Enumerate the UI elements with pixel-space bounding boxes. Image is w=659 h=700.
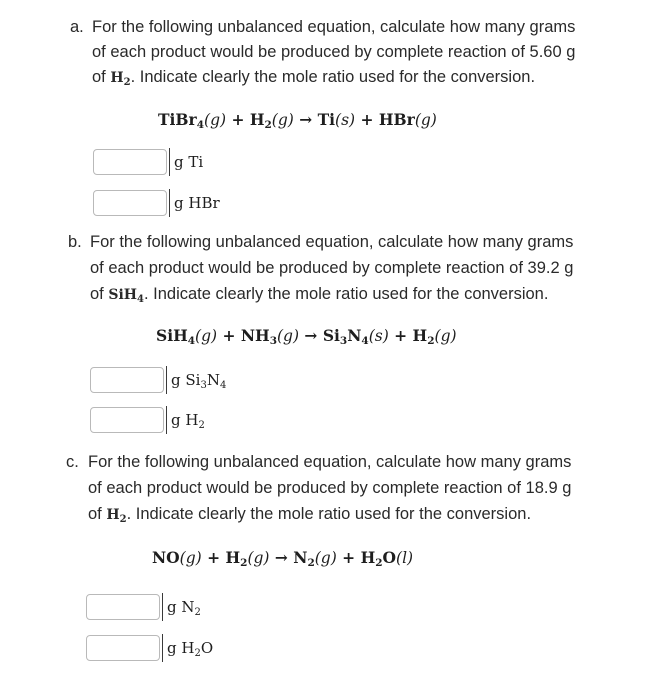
- unit-label-h2-b: g $H_2$: [166, 406, 205, 434]
- part-c-letter: c.: [66, 453, 79, 471]
- part-a-line-3: of $H_2$. Indicate clearly the mole ratio used for the conversion.: [92, 68, 536, 88]
- unit-label-si3n4: g $Si_3N_4$: [166, 366, 226, 394]
- part-a-question: [70, 15, 650, 95]
- part-c-question: [66, 450, 646, 530]
- answer-input-n2[interactable]: [86, 594, 160, 620]
- part-c-line-2: of each product would be produced by complete reaction of 18.9 g: [88, 479, 572, 497]
- part-a-letter: a.: [70, 18, 84, 36]
- part-a-line-2: of each product would be produced by complete reaction of 5.60 g: [92, 43, 576, 61]
- unit-label-hbr: g HBr: [169, 189, 220, 217]
- answer-input-ti[interactable]: [93, 149, 167, 175]
- part-b-line-3: of SiH$_4$. Indicate clearly the mole ratio used for the conversion.: [90, 285, 549, 305]
- answer-input-si3n4[interactable]: [90, 367, 164, 393]
- part-c-line-1: For the following unbalanced equation, calculate how many grams: [88, 453, 572, 471]
- part-b-reactant: SiH$_4$: [108, 287, 144, 305]
- part-b-equation: $SiH_4(g) + NH_3(g) \to Si_3N_4(s) + H_2(g)$: [156, 326, 457, 347]
- unit-label-n2: g $N_2$: [162, 593, 201, 621]
- part-c-line-3: of $H_2$. Indicate clearly the mole ratio used for the conversion.: [88, 505, 532, 525]
- unit-label-ti: g Ti: [169, 148, 203, 176]
- part-c-reactant: $H_2$: [106, 507, 127, 525]
- part-b-question: [68, 230, 648, 310]
- part-a-reactant: $H_2$: [110, 70, 131, 88]
- part-b-line-2: of each product would be produced by complete reaction of 39.2 g: [90, 259, 574, 277]
- part-c-equation: $NO(g) + H_2(g) \to N_2(g) + H_2O(l)$: [152, 548, 414, 569]
- answer-input-h2o[interactable]: [86, 635, 160, 661]
- part-a-line-1: For the following unbalanced equation, calculate how many grams: [92, 18, 576, 36]
- unit-label-h2o: g $H_2O$: [162, 634, 213, 662]
- part-b-line-1: For the following unbalanced equation, calculate how many grams: [90, 233, 574, 251]
- answer-input-hbr[interactable]: [93, 190, 167, 216]
- part-a-equation: TiBr$_4$(g) + $H_2(g) \to Ti(s) + HBr(g)$: [158, 110, 437, 131]
- answer-input-h2-b[interactable]: [90, 407, 164, 433]
- part-b-letter: b.: [68, 233, 82, 251]
